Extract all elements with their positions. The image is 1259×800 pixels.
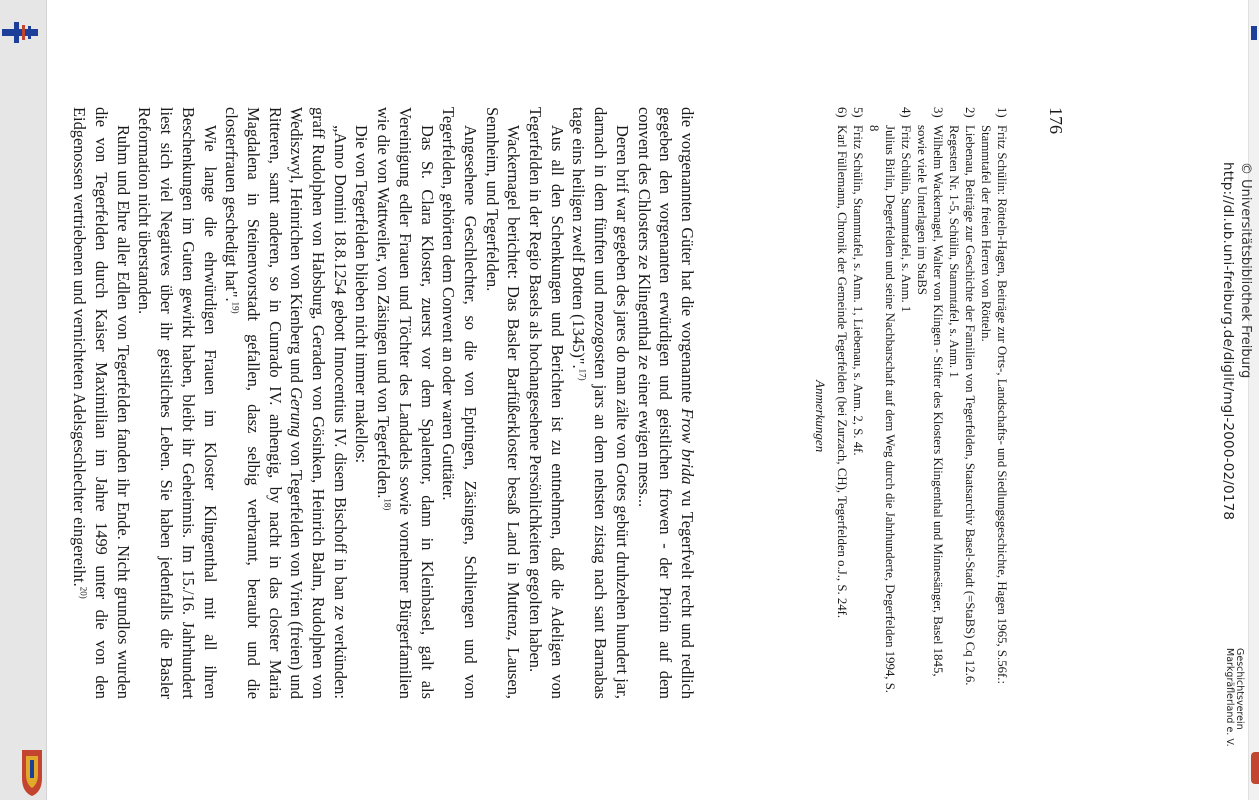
footnote-ref: 20) — [78, 586, 89, 599]
quotation: „Anno Domini 18.8.1254 gebott Innocentius IV. disem Bischoff in ban ze verkünden: graff Rudolphen von Habsburg, Geraden von Gösinken, Heinrich Balm, Rudolphen von Wediszwyl, Heinrichen von Kienberg und Gerung von Tegerfelden von Vrien (freien) und Ritteren, samt anderen, so in Cunrado IV. anhengig, by nacht in das closter Maria Magdalena in Steinenvorstadt gefallen, dasz selbig verbrannt, beraubt und die closterfrauen geschedigt hat".$^{19)}$ — [222, 107, 350, 699]
note-item: 1) Fritz Schülin: Rötteln-Hagen, Beiträge zur Orts-, Landschafts- und Siedlungsgeschichte, Hagen 1965, S.56f.: Stammtafel der freien Herren von Rötteln. — [979, 107, 1009, 685]
footnote-ref: 18) — [382, 498, 393, 511]
society-coat-of-arms-icon — [20, 748, 44, 798]
paragraph: Wackernagel berichtet: Das Basler Barfüßerkloster besaß Land in Muttenz, Lausen, Sennheim, und Tegerfelden. — [482, 107, 524, 699]
rotated-page-content — [56, 0, 1253, 800]
society-name: Geschichtsverein Markgräflerland e. V. — [1224, 648, 1245, 747]
paragraph: Ruhm und Ehre aller Edlen von Tegerfelden fanden ihr Ende. Nicht grundlos wurden die von Tegerfelden durch Kaiser Maximilian im Jahre 1499 unter die von den Eidgenossen vertriebenen und vernichteten Adelsgeschlechter eingereiht.$^{20)}$ — [70, 107, 133, 699]
right-logo-mark-icon — [1251, 26, 1257, 40]
copyright-notice: © Universitätsbibliothek Freiburg — [1238, 162, 1253, 379]
note-item: 4) Fritz Schülin, Stammtafel, s. Anm. 1 — [899, 107, 913, 313]
main-text — [69, 107, 698, 699]
footnote-ref: 19) — [230, 301, 241, 314]
paragraph: Aus all den Schenkungen und Berichten ist zu entnehmen, daß die Adeligen von Tegerfelden in der Regio Basels als hochangesehene Persönlichkeiten gegolten haben. — [526, 107, 567, 699]
viewer-sidebar — [0, 0, 47, 800]
page-number: 176 — [1046, 107, 1066, 134]
note-item: 6) Karl Füllemann, Chronik der Gemeinde Tegerfelden (bei Zurzach, CH), Tegerfelden o.J., S. 24f. — [835, 107, 849, 619]
paragraph: Die von Tegerfelden blieben nicht immer makellos: — [352, 125, 372, 464]
note-item: 2) Liebenau, Beiträge zur Geschichte der Familien von Tegerfelden, Staatsarchiv Basel-Stadt (=StaBS) Cq 12.6. Regesten Nr. 1-5, Schülin, Stammtafel, s. Anm. 1 — [947, 107, 977, 686]
notes-list — [834, 107, 1010, 699]
notes-heading: Anmerkungen — [813, 380, 828, 453]
note-item: 5) Fritz Schülin, Stammtafel, s. Anm. 1, Liebenau, s. Anm. 2, S. 4f. — [851, 107, 865, 456]
document-page — [56, 0, 1253, 800]
note-item: 3) Wilhelm Wackernagel, Walter von Klingen - Stifter des Klosters Klingenthal und Minnesänger, Basel 1845, sowie viele Unterlagen im StaBS — [915, 107, 945, 677]
paragraph: Angesehene Geschlechter, so die von Eptingen, Zäsingen, Schliengen und von Tegerfelden, gehörten dem Convent an oder waren Guttäter. — [439, 107, 480, 699]
paragraph: Das St. Clara Kloster, zuerst vor dem Spalentor, dann in Kleinbasel, galt als Vereinigung edler Frauen und Töchter des Landadels sowie vornehmer Bürgerfamilien wie die von Wattweiler, von Zäsingen und von Tegerfelden.$^{18)}$ — [374, 107, 437, 699]
digitization-url[interactable]: http://dl.ub.uni-freiburg.de/diglit/mgl-2000-02/0178 — [1220, 162, 1236, 521]
paragraph: Wie lange die ehrwürdigen Frauen im Kloster Klingenthal mit all ihren Beschenkungen im Guten gewirkt haben, bleibt ihr Geheimnis. Im 15./16. Jahrhundert liest sich viel Negatives über ihr geistliches Leben. Sie haben jedenfalls die Basler Reformation nicht überstanden. — [135, 107, 220, 699]
footnote-ref: 17) — [577, 368, 588, 381]
note-item: Julius Birlin, Degerfelden und seine Nachbarschaft auf dem Weg durch die Jahrhunderte, Degerfelden 1994, S. 8 — [867, 125, 897, 694]
paragraph: Deren brif war gegeben des jares do man zälte von Gotes gebürt druhzehen hundert jar, darnach in dem fünften und mezogosten jars an dem nehsten zistag nach sant Barnabas tage eins heiligen zwelf Botten (1345)".$^{17)}$ — [569, 107, 632, 699]
paragraph: die vorgenannten Güter hat die vorgenannte Frow brida vu Tegerfvelt recht und redlich gegeben den vorgenanten erwürdigen und geistlichen frowen - der Priorin auf dem convent des Chlosters ze Klingenthal ze einer ewigen mess... — [634, 107, 697, 699]
viewer-logo-icon[interactable] — [2, 20, 42, 46]
